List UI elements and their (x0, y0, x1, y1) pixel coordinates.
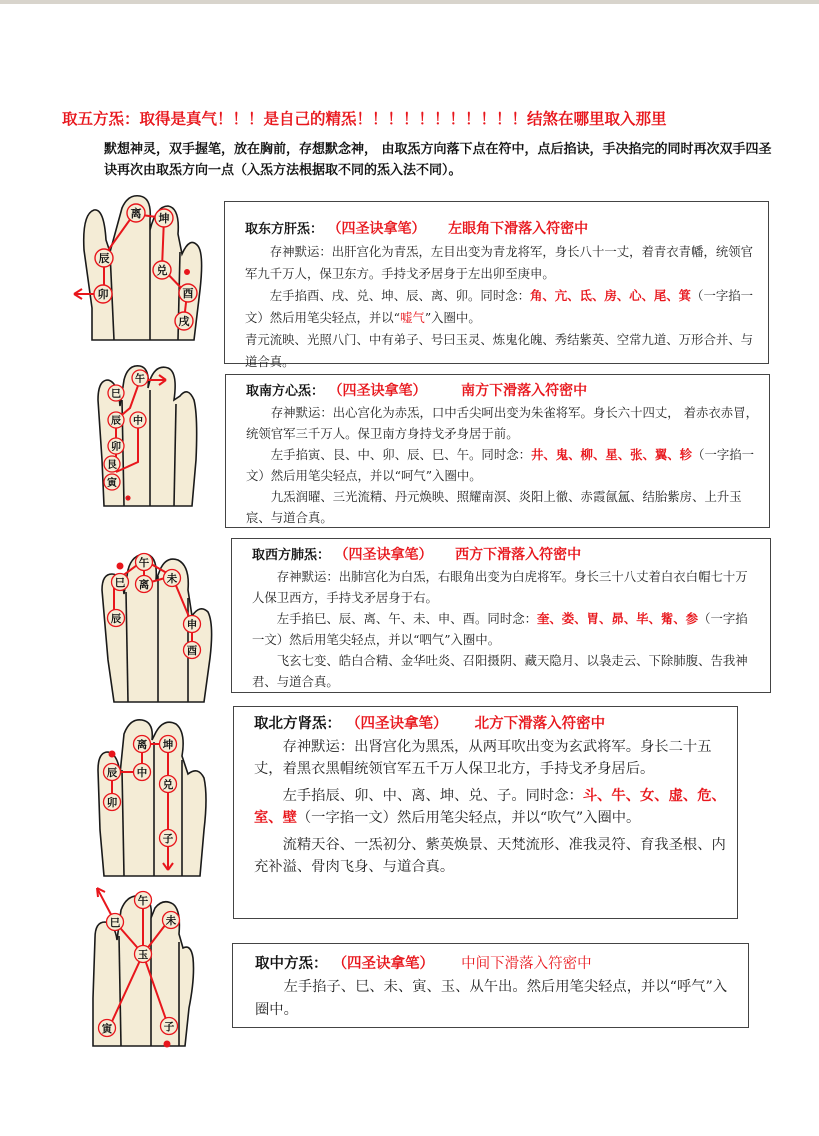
hand-label: 坤 (162, 739, 174, 751)
incantation-paragraph: 青元流映、光照八门、中有弟子、号曰玉灵、炼鬼化魄、秀结紫英、空常九道、万形合并、与道合真。 (245, 332, 754, 369)
chant-stars: 奎、娄、胃、昴、毕、觜、参 (537, 611, 699, 626)
hand-diagram-south (88, 360, 228, 510)
direction-label: 西方下滑落入符密中 (455, 547, 582, 563)
hand-label: 午 (137, 895, 149, 907)
hand-label: 子 (162, 833, 174, 845)
hand-label: 寅 (101, 1023, 113, 1035)
hand-diagram-center (85, 878, 200, 1050)
body-paragraph: 存神默运：出肾宫化为黑炁，从两耳吹出变为玄武将军。身长二十五丈，着黑衣黑帽统领官军五千万人保卫北方，手持戈矛身居后。 (254, 738, 712, 777)
breath-word: 嘘气 (400, 310, 425, 325)
body-paragraph: 存神默运：出心宫化为赤炁，口中舌尖呵出变为朱雀将军。身长六十四丈， 着赤衣赤冒，统领官军三千万人。保卫南方身持戈矛身居于前。 (246, 405, 758, 441)
hand-label: 辰 (106, 767, 118, 779)
hand-label: 辰 (110, 613, 122, 625)
chant-paragraph (246, 444, 759, 486)
chant-paragraph (245, 285, 758, 329)
intro-paragraph: 默想神灵，双手握笔，放在胸前，存想默念神， 由取炁方向落下点在符中，点后掐诀，手决掐完的同时再次双手四圣诀再次由取炁方向一点（入炁方法根据取不同的炁入法不同）。 (104, 142, 772, 178)
hand-label: 坤 (158, 212, 170, 225)
section-label: 取中方炁： (255, 955, 328, 972)
direction-label: 左眼角下滑落入符密中 (448, 221, 589, 237)
hand-label: 卯 (106, 797, 118, 809)
hand-label: 离 (136, 739, 148, 751)
section-label: 取南方心炁： (246, 384, 325, 399)
body-paragraph: 左手掐子、巳、未、寅、玉、从午出。然后用笔尖轻点，并以“呼气”入圈中。 (255, 979, 728, 1018)
hand-label: 中 (133, 416, 143, 427)
chant-intro: 左手掐寅、艮、中、卯、辰、巳、午。同时念： (270, 447, 531, 462)
section-label: 取西方肺炁： (252, 548, 331, 563)
section-header (252, 545, 760, 566)
hand-label: 寅 (107, 478, 117, 489)
section-header (254, 713, 727, 736)
hand-label: 卯 (97, 288, 109, 301)
chant-rest: （一字掐一文）然后用笔尖轻点，并以“呵气”入圈中。 (246, 447, 755, 483)
section-header (255, 952, 738, 976)
hand-label: 未 (166, 573, 178, 585)
chant-stars: 斗、牛、女、虚、危、室、壁 (254, 787, 726, 826)
hand-label: 中 (136, 767, 148, 779)
section-header (245, 218, 758, 241)
section-label: 取北方肾炁： (254, 715, 341, 732)
chant-paragraph (254, 785, 727, 830)
chant-stars: 井、鬼、柳、星、张、翼、轸 (531, 447, 693, 462)
hand-label: 巳 (109, 917, 121, 929)
hand-label: 离 (130, 207, 142, 220)
hand-diagram-east (70, 190, 220, 350)
hand-diagram-north (88, 710, 223, 880)
hand-label: 午 (138, 557, 150, 569)
direction-label: 南方下滑落入符密中 (461, 383, 588, 399)
hand-label: 离 (138, 579, 150, 591)
chant-rest: （一字掐一文）然后用笔尖轻点，并以“呬气”入圈中。 (252, 611, 748, 647)
hand-label: 艮 (107, 460, 117, 471)
section-south (225, 374, 770, 528)
hand-label: 巳 (111, 389, 121, 400)
method-label: （四圣诀拿笔） (328, 383, 427, 399)
page-title: 取五方炁：取得是真气！！！是自己的精炁！！！！！！！！！！！结煞在哪里取入那里 (62, 110, 667, 128)
hand-label: 戌 (178, 315, 190, 328)
hand-label: 兑 (156, 264, 168, 277)
method-label: （四圣诀拿笔） (327, 221, 426, 237)
chant-stars: 角、亢、氐、房、心、尾、箕 (530, 288, 692, 303)
body-paragraph: 存神默运：出肝宫化为青炁，左目出变为青龙将军，身长八十一丈，着青衣青幡，统领官军九千万人，保卫东方。手持戈矛居身于左出卯至庚申。 (245, 244, 754, 281)
top-border (0, 0, 819, 4)
hand-label: 巳 (114, 577, 126, 589)
direction-label: 北方下滑落入符密中 (474, 715, 606, 732)
hand-diagram-west (92, 540, 227, 705)
section-label: 取东方肝炁： (245, 222, 324, 237)
chant-intro: 左手掐辰、卯、中、离、坤、兑、子。同时念： (282, 787, 583, 804)
section-east (224, 201, 769, 369)
hand-label: 酉 (182, 287, 194, 300)
hand-label: 玉 (137, 949, 149, 961)
direction-label: 中间下滑落入符密中 (461, 956, 592, 972)
section-center (232, 943, 749, 1028)
method-label: （四圣诀拿笔） (334, 547, 433, 563)
hand-label: 子 (163, 1021, 175, 1033)
section-west (231, 538, 771, 693)
hand-label: 未 (165, 915, 177, 927)
method-label: （四圣诀拿笔） (346, 715, 448, 732)
chant-paragraph (252, 608, 760, 650)
hand-label: 午 (135, 374, 145, 385)
hand-label: 兑 (162, 779, 174, 791)
chant-intro: 左手掐酉、戌、兑、坤、辰、离、卯。同时念： (269, 288, 530, 303)
chant-intro: 左手掐巳、辰、离、午、未、申、酉。同时念： (276, 611, 537, 626)
incantation-paragraph: 流精天谷、一炁初分、紫英焕景、天梵流形、准我灵符、育我圣根、内充补溢、骨肉飞身、与道合真。 (254, 836, 726, 875)
hand-label: 申 (186, 619, 198, 631)
hand-label: 卯 (111, 442, 121, 453)
hand-label: 辰 (98, 252, 110, 265)
incantation-paragraph: 飞玄七变、皓白合精、金华吐炎、召阳摄阴、藏天隐月、以袅走云、下除肺腹、告我神君、与道合真。 (252, 653, 748, 689)
hand-label: 酉 (186, 645, 198, 657)
section-header (246, 381, 759, 402)
incantation-paragraph: 九炁润曜、三光流精、丹元焕映、照耀南溟、炎阳上徹、赤霞氤氲、结胎紫房、上升玉宸、与道合真。 (246, 489, 742, 525)
method-label: （四圣诀拿笔） (332, 955, 435, 972)
hand-label: 辰 (111, 416, 121, 427)
section-north (233, 706, 738, 919)
chant-rest: （一字掐一文）然后用笔尖轻点，并以“ (245, 288, 754, 325)
body-paragraph: 存神默运：出肺宫化为白炁，右眼角出变为白虎将军。身长三十八丈着白衣白帽七十万人保卫西方，手持戈矛居身于右。 (252, 569, 748, 605)
chant-rest: （一字掐一文）然后用笔尖轻点，并以“吹气”入圈中。 (296, 810, 641, 826)
chant-end: ”入圈中。 (424, 310, 481, 325)
